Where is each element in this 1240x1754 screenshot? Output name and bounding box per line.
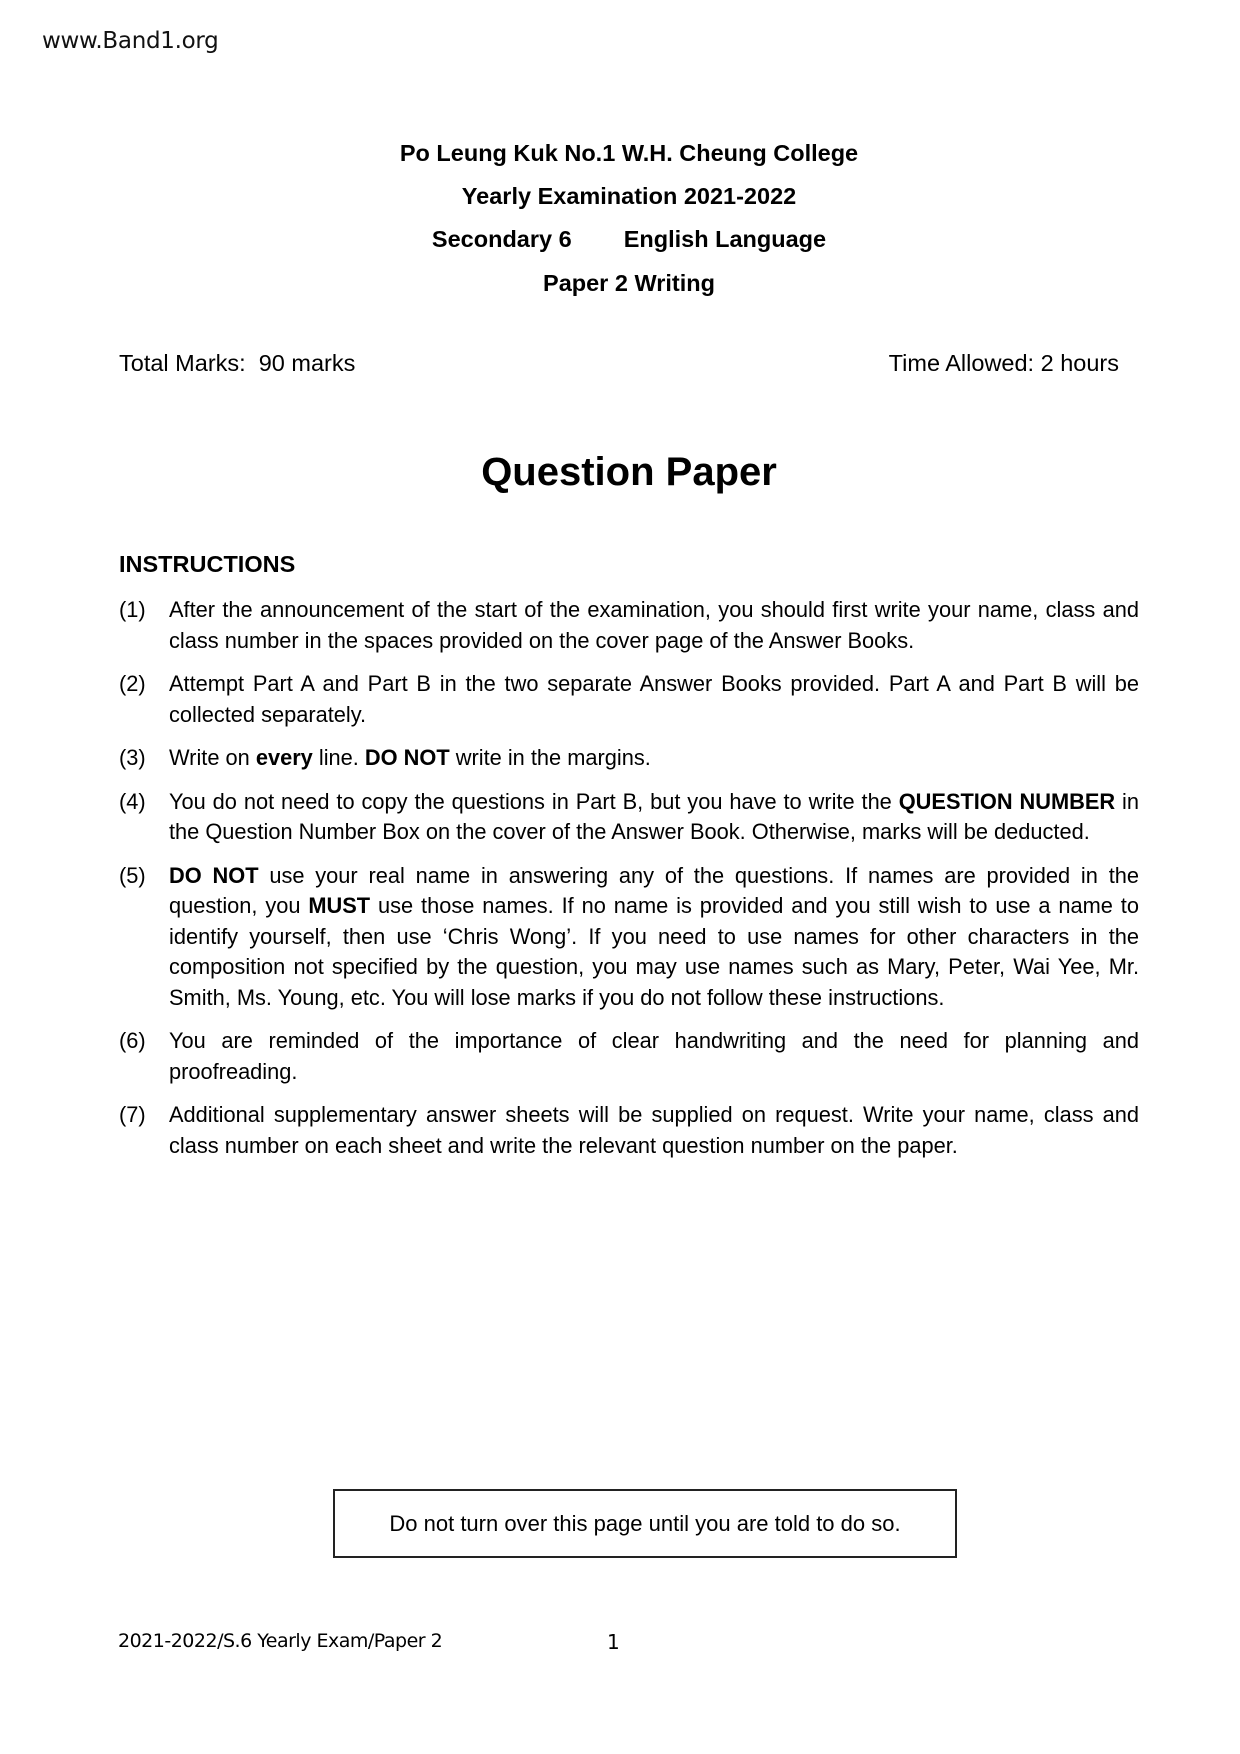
paper-title <box>0 270 1240 297</box>
instruction-item <box>119 669 1139 730</box>
text-run: After the announcement of the start of the examination, you should first write your name, class and class number in the spaces provided on the cover page of the Answer Books. <box>169 597 1139 653</box>
page-title: Question Paper <box>481 450 777 494</box>
emphasis-text: DO NOT <box>169 862 259 888</box>
instruction-text <box>169 743 1139 774</box>
instruction-text <box>169 1026 1139 1087</box>
text-run: Attempt Part A and Part B in the two separate Answer Books provided. Part A and Part B will be collected separately. <box>169 671 1139 727</box>
text-run: line. <box>312 745 365 770</box>
text-run: You do not need to copy the questions in Part B, but you have to write the <box>169 788 899 814</box>
text-run: use those names. If no name is provided and you still wish to use a name to identify yourself, then use ‘Chris Wong’. If you need to use names for other characters in the composition not specified by the question, you may use names such as Mary, Peter, Wai Yee, Mr. Smith, Ms. Young, etc. You will lose marks if you do not follow these instructions. <box>169 893 1139 1010</box>
time-allowed: Time Allowed: 2 hours <box>888 350 1119 376</box>
instruction-number: (6) <box>119 1028 146 1053</box>
text-run: You are reminded of the importance of clear handwriting and the need for planning and proofreading. <box>169 1028 1139 1084</box>
paper-number: Paper 2 <box>543 270 628 296</box>
instruction-text <box>169 1100 1139 1161</box>
instruction-text <box>169 595 1139 656</box>
instruction-number: (3) <box>119 745 146 770</box>
instruction-item <box>119 787 1139 848</box>
instructions-heading: INSTRUCTIONS <box>119 551 296 577</box>
school-name: Po Leung Kuk No.1 W.H. Cheung College <box>399 140 859 166</box>
text-run: Write on <box>169 745 256 770</box>
level-subject <box>0 226 1240 253</box>
instruction-item <box>119 1100 1139 1161</box>
instruction-number: (5) <box>119 862 146 888</box>
text-run: use your real name in answering any of the questions. If names are provided in the question, you <box>169 862 1139 918</box>
instruction-number: (2) <box>119 671 146 696</box>
total-marks: Total Marks: 90 marks <box>119 350 356 376</box>
emphasis-text: every <box>255 745 313 770</box>
text-run: write in the margins. <box>449 745 651 770</box>
notice-box <box>333 1489 957 1558</box>
instruction-text <box>169 787 1139 848</box>
text-run: in the Question Number Box on the cover of the Answer Book. Otherwise, marks will be deducted. <box>169 788 1139 844</box>
page-number: 1 <box>607 1630 620 1654</box>
instruction-text <box>169 669 1139 730</box>
instructions-list <box>119 595 1139 1174</box>
instruction-number: (7) <box>119 1102 146 1127</box>
instruction-item <box>119 595 1139 656</box>
instruction-number: (1) <box>119 597 146 622</box>
emphasis-text: DO NOT <box>364 745 450 770</box>
notice-text: Do not turn over this page until you are told to do so. <box>389 1510 901 1536</box>
instruction-number: (4) <box>119 788 146 814</box>
level: Secondary 6 <box>431 226 572 252</box>
emphasis-text: MUST <box>308 893 371 918</box>
exam-title: Yearly Examination 2021-2022 <box>461 183 797 209</box>
watermark-url: www.Band1.org <box>42 28 219 54</box>
instruction-text <box>169 861 1139 1014</box>
subject: English Language <box>623 226 827 252</box>
text-run: Additional supplementary answer sheets will be supplied on request. Write your name, class and class number on each sheet and write the relevant question number on the paper. <box>169 1102 1139 1158</box>
instruction-item <box>119 861 1139 1014</box>
footer-reference: 2021-2022/S.6 Yearly Exam/Paper 2 <box>118 1630 443 1652</box>
instruction-item <box>119 743 1139 774</box>
emphasis-text: QUESTION NUMBER <box>898 788 1116 814</box>
instruction-item <box>119 1026 1139 1087</box>
paper-name: Writing <box>634 270 715 296</box>
